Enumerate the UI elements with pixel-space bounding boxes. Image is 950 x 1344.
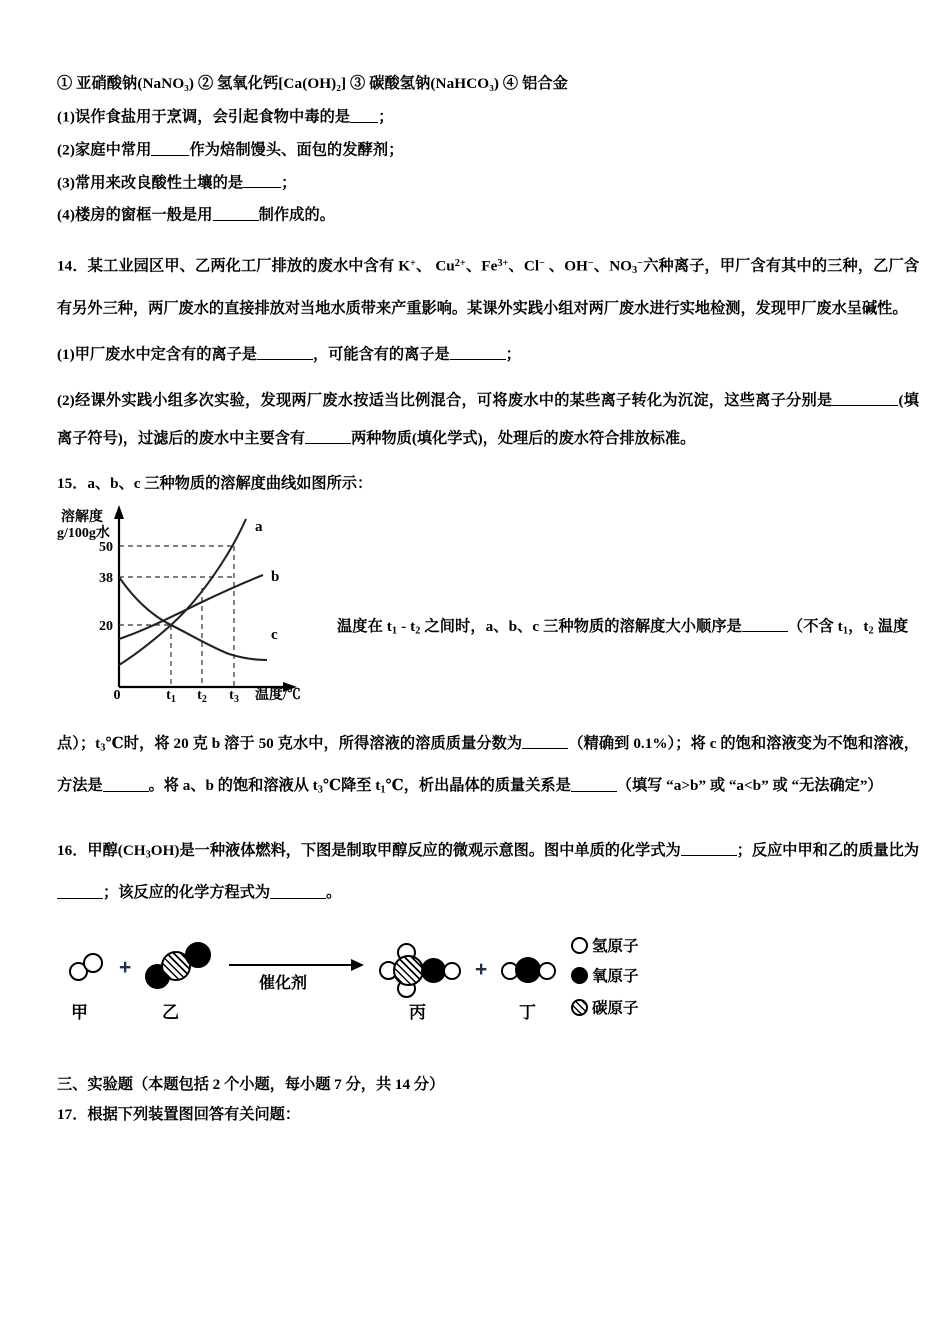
answer-blank[interactable] (742, 618, 788, 632)
curve-b (119, 575, 263, 639)
ion-oh-charge: − (587, 257, 594, 269)
y-tick-50: 50 (99, 539, 113, 555)
legend-item-hydrogen (571, 934, 639, 956)
q13-options-line: ① 亚硝酸钠(NaNO₃) ② 氢氧化钙[Ca(OH)₂] ③ 碳酸氢钠(NaHCO₃) ④ 铝合金 (57, 75, 568, 92)
q16-seg2: ；反应中甲和乙的质量比为 (736, 841, 920, 859)
q14-number: 14． (57, 257, 88, 275)
answer-blank[interactable] (270, 885, 326, 899)
y-axis-label-line1: 溶解度 (61, 509, 103, 525)
q15-head-text: a、b、c 三种物质的溶解度曲线如图所示： (87, 474, 373, 492)
q15-tail-seg5: ℃降至 t (322, 777, 381, 795)
curve-label-b: b (271, 568, 280, 585)
answer-blank[interactable] (522, 735, 568, 749)
q13-sub-question-1 (57, 109, 919, 125)
q14-sub1-post: ； (505, 345, 521, 363)
chart-svg (57, 499, 329, 705)
label-yi: 乙 (162, 1003, 179, 1023)
q14-seg6: 、NO (593, 257, 632, 275)
q15-tail-seg2: ℃时，将 20 克 b 溶于 50 克水中，所得溶液的溶质质量分数为 (105, 734, 523, 752)
q15-tail-body (57, 725, 919, 810)
arrow-shaft (229, 964, 353, 966)
q13-sub1-text: (1)误作食盐用于烹调，会引起食物中毒的是 (57, 108, 351, 126)
question-15-continued (57, 725, 919, 810)
t1-sub: 1 (391, 625, 398, 637)
question-14 (57, 245, 919, 458)
q14-sub1-mid: ，可能含有的离子是 (312, 345, 450, 363)
x-axis-label: 温度/℃ (255, 687, 301, 703)
section-three-heading: 三、实验题（本题包括 2 个小题，每小题 7 分，共 14 分） (57, 1076, 445, 1094)
page-content (57, 76, 919, 1130)
section-three (57, 1070, 919, 1130)
answer-blank[interactable] (257, 346, 313, 360)
chart-axes (114, 505, 297, 692)
y-axis-label-line2: g/100g水 (57, 525, 110, 541)
hydrogen-atom (443, 962, 461, 980)
t3-sub: 3 (100, 742, 106, 754)
answer-blank[interactable] (103, 778, 149, 792)
ion-k-charge: + (410, 257, 416, 269)
label-jia: 甲 (71, 1003, 88, 1023)
plus-sign-reactants: + (119, 956, 132, 980)
legend-label-carbon: 碳原子 (592, 1000, 639, 1018)
carbon-atom (393, 955, 424, 986)
q14-sub-question-2 (57, 382, 919, 458)
q13-sub2-suffix: 作为焙制馒头、面包的发酵剂； (189, 141, 404, 159)
ion-cl-charge: − (539, 257, 545, 269)
q13-sub3-suffix: ； (281, 173, 297, 191)
ion-cu-charge: 2+ (454, 257, 466, 269)
x-origin-label: 0 (113, 687, 121, 703)
q16-seg3: ；该反应的化学方程式为 (103, 884, 271, 902)
question-15-heading (57, 472, 919, 493)
q14-sub-question-1 (57, 336, 919, 374)
legend-label-hydrogen: 氢原子 (592, 938, 639, 956)
oxygen-atom (185, 942, 211, 968)
curve-a (119, 519, 246, 665)
q14-sub2-post: 两种物质(填化学式)，处理后的废水符合排放标准。 (351, 429, 696, 447)
hatched-circle-icon (571, 999, 588, 1016)
q15-tail-seg3: （精确到 0.1%）；将 c 的饱和溶液变为不饱和溶液，方法是 (57, 734, 919, 795)
microscopic-reaction-diagram (57, 926, 919, 1044)
q15-side-a: 温度在 t (337, 617, 392, 635)
ion-no3-sub: 3 (632, 264, 638, 276)
hydrogen-atom (538, 962, 556, 980)
t2-sub: 2 (868, 625, 874, 637)
q15-tail-seg6: ℃，析出晶体的质量关系是 (385, 777, 571, 795)
curve-label-a: a (255, 518, 263, 535)
catalyst-label: 催化剂 (259, 975, 308, 993)
legend-item-oxygen (571, 964, 639, 986)
x-tick-t1: $t_1$ (166, 687, 176, 705)
answer-blank[interactable] (681, 842, 737, 856)
q13-sub2-text: (2)家庭中常用 (57, 141, 152, 159)
hydrogen-atom (83, 953, 103, 973)
q14-sub2-mid: (填离子符号)，过滤后的废水中主要含有 (57, 391, 919, 447)
answer-blank[interactable] (350, 109, 378, 123)
q13-sub4-suffix: 制作成的。 (258, 206, 336, 224)
q14-seg4: 、Cl (508, 257, 540, 275)
t2-sub: 2 (415, 625, 421, 637)
q14-body (57, 245, 919, 328)
curve-label-c: c (271, 626, 278, 643)
ion-fe-charge: 3+ (497, 257, 509, 269)
q14-seg7: 六种离子，甲厂含有其中的三种，乙厂含有另外三种，两厂废水的直接排放对当地水质带来产重影响。某课外实践小组对两厂废水进行实地检测，发现甲厂废水呈碱性。 (57, 257, 920, 317)
t1-sub: 1 (380, 784, 386, 796)
q13-sub-question-2 (57, 142, 919, 158)
answer-blank[interactable] (450, 346, 506, 360)
q15-side-e: ，t (848, 617, 869, 635)
q15-tail-seg7: （填写 “a>b” 或 “a<b” 或 “无法确定”） (616, 777, 883, 795)
answer-blank[interactable] (243, 175, 281, 189)
q14-seg2: 、 Cu (415, 257, 455, 275)
question-15-figure-row (57, 499, 919, 705)
y-tick-38: 38 (99, 570, 113, 586)
answer-blank[interactable] (213, 207, 259, 221)
label-ding: 丁 (519, 1003, 536, 1023)
q13-sub3-text: (3)常用来改良酸性土壤的是 (57, 173, 244, 191)
answer-blank[interactable] (571, 778, 617, 792)
legend-item-carbon (571, 996, 639, 1018)
q13-sub1-suffix: ； (378, 108, 394, 126)
q15-side-b: - t (397, 617, 416, 635)
q14-seg5: 、OH (544, 257, 588, 275)
q13-sub-question-3 (57, 175, 919, 191)
q16-number: 16． (57, 841, 88, 859)
q14-seg3: 、Fe (465, 257, 498, 275)
legend-label-oxygen: 氧原子 (592, 968, 639, 986)
q15-tail-seg4: 。将 a、b 的饱和溶液从 t (148, 777, 318, 795)
t3-sub: 3 (317, 784, 323, 796)
q14-seg1: 某工业园区甲、乙两化工厂排放的废水中含有 K (87, 257, 411, 275)
q14-sub1-pre: (1)甲厂废水中定含有的离子是 (57, 345, 257, 363)
q16-mid: OH)是一种液体燃料，下图是制取甲醇反应的微观示意图。图中单质的化学式为 (150, 841, 681, 859)
t1-sub: 1 (842, 625, 849, 637)
arrow-head (351, 959, 364, 971)
chart-guide-lines (119, 546, 234, 687)
q16-end: 。 (326, 884, 342, 902)
filled-circle-icon (571, 967, 588, 984)
question-16 (57, 832, 919, 1045)
q15-side-text (329, 499, 919, 637)
answer-blank[interactable] (832, 392, 898, 406)
answer-blank[interactable] (57, 885, 103, 899)
y-tick-20: 20 (99, 618, 113, 634)
x-tick-t3: $t_3$ (229, 687, 239, 705)
ion-no3-charge: − (637, 257, 644, 269)
hollow-circle-icon (571, 937, 588, 954)
answer-blank[interactable] (151, 142, 189, 156)
q15-number: 15． (57, 474, 88, 492)
question-17: 17．根据下列装置图回答有关问题： (57, 1106, 300, 1124)
curve-c (119, 577, 267, 660)
answer-blank[interactable] (305, 430, 351, 444)
ch3oh-sub: 3 (145, 849, 151, 861)
q15-tail-pre: 点）；t (57, 734, 101, 752)
q15-side-d: （不含 t (787, 617, 843, 635)
q13-sub4-text: (4)楼房的窗框一般是用 (57, 206, 213, 224)
solubility-curve-chart (57, 499, 329, 705)
q13-sub-question-4 (57, 207, 919, 223)
label-bing: 丙 (409, 1003, 426, 1023)
q15-side-c: 之间时，a、b、c 三种物质的溶解度大小顺序是 (420, 617, 742, 635)
q15-side-f: 温度 (873, 617, 909, 635)
q16-pre: 甲醇(CH (87, 841, 146, 859)
q14-sub2-pre: (2)经课外实践小组多次实验，发现两厂废水按适当比例混合，可将废水中的某些离子转化为沉淀，这些离子分别是 (57, 391, 833, 409)
x-tick-t2: $t_2$ (197, 687, 207, 705)
q16-body (57, 832, 919, 913)
plus-sign-products: + (475, 958, 488, 982)
